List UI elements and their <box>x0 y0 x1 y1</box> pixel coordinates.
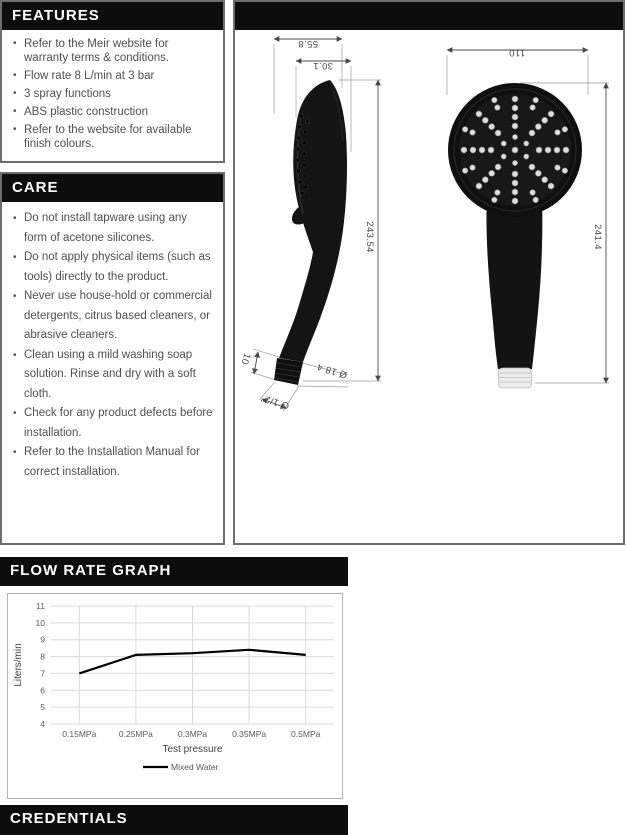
list-item <box>12 87 213 101</box>
list-item-text: Flow rate 8 L/min at 3 bar <box>24 70 155 82</box>
features-panel <box>0 0 225 163</box>
bullet-icon: • <box>13 106 17 117</box>
list-item <box>12 443 213 482</box>
dim-head-diameter: 110 <box>508 47 526 58</box>
dim-head-depth: 55.8 <box>297 38 319 49</box>
care-panel <box>0 172 225 545</box>
list-item-text: 3 spray functions <box>24 88 111 100</box>
x-tick-label: 0.5MPa <box>291 729 321 739</box>
x-axis-title: Test pressure <box>162 744 223 755</box>
list-item <box>12 37 213 65</box>
list-item-text: Refer to the website for available finish colours. <box>24 124 192 150</box>
list-item <box>12 69 213 83</box>
front-handle <box>486 192 542 369</box>
care-list <box>2 209 223 482</box>
flow-graph-header <box>0 557 348 586</box>
credentials-header <box>0 805 348 835</box>
technical-drawing-panel <box>233 0 625 545</box>
list-item-text: Refer to the Installation Manual for correct installation. <box>24 446 200 478</box>
credentials-title: CREDENTIALS <box>10 810 128 827</box>
list-item <box>12 287 213 346</box>
y-tick-label: 8 <box>40 651 45 662</box>
bullet-icon: • <box>13 291 17 302</box>
y-tick-label: 11 <box>36 601 45 611</box>
bullet-icon: • <box>13 252 17 263</box>
dim-total-height-side: 243.54 <box>364 221 375 253</box>
list-item-text: Do not install tapware using any form of acetone silicones. <box>24 212 188 244</box>
list-item <box>12 248 213 287</box>
dim-total-height-front: 241.4 <box>592 224 603 250</box>
flow-graph-title: FLOW RATE GRAPH <box>10 562 172 579</box>
list-item-text: Refer to the Meir website for warranty terms & conditions. <box>24 38 170 64</box>
bullet-icon: • <box>13 349 17 361</box>
side-silhouette <box>279 80 347 362</box>
legend-label: Mixed Water <box>171 762 219 772</box>
features-header <box>2 2 223 30</box>
bullet-icon: • <box>13 408 17 419</box>
front-view <box>447 47 609 388</box>
y-tick-label: 4 <box>40 719 45 729</box>
y-tick-label: 10 <box>35 617 45 628</box>
technical-drawing-svg <box>235 2 623 543</box>
dim-head-face-depth: 30.1 <box>312 60 334 71</box>
x-tick-label: 0.35MPa <box>232 729 267 739</box>
x-tick-label: 0.3MPa <box>177 729 208 739</box>
bullet-icon: • <box>13 213 17 224</box>
list-item <box>12 123 213 151</box>
x-tick-label: 0.25MPa <box>118 729 153 739</box>
bullet-icon: • <box>13 88 17 99</box>
bullet-icon: • <box>13 447 17 458</box>
y-tick-label: 7 <box>40 668 45 679</box>
features-list <box>2 37 223 151</box>
dim-connector-diameter: Ø 18.4 <box>315 360 349 381</box>
bullet-icon: • <box>13 124 17 135</box>
y-tick-label: 6 <box>40 685 45 696</box>
drawing-header-bar <box>235 2 623 30</box>
features-title: FEATURES <box>12 7 100 24</box>
y-tick-label: 9 <box>40 634 45 645</box>
list-item-text: ABS plastic construction <box>24 106 149 118</box>
bullet-icon: • <box>13 70 17 81</box>
flow-chart-svg <box>8 594 342 798</box>
list-item <box>12 209 213 248</box>
list-item <box>12 346 213 405</box>
care-header <box>2 174 223 202</box>
y-tick-label: 5 <box>40 702 45 713</box>
list-item-text: Do not apply physical items (such as tools) directly to the product. <box>24 251 211 283</box>
list-item-text: Never use house-hold or commercial detergents, citrus based cleaners, or abrasive cleaners. <box>24 290 212 341</box>
list-item-text: Clean using a mild washing soap solution. Rinse and dry with a soft cloth. <box>24 348 196 400</box>
side-view <box>239 38 381 411</box>
list-item <box>12 105 213 119</box>
y-axis-title: Liters/min <box>13 643 24 687</box>
bullet-icon: • <box>13 38 17 49</box>
list-item-text: Check for any product defects before installation. <box>24 407 213 439</box>
dim-thread-length: 10 <box>238 351 253 366</box>
care-title: CARE <box>12 179 59 196</box>
x-tick-label: 0.15MPa <box>62 729 97 739</box>
flow-chart-box <box>7 593 343 799</box>
list-item <box>12 404 213 443</box>
dim-thread-size: G 1/2" <box>259 392 291 412</box>
